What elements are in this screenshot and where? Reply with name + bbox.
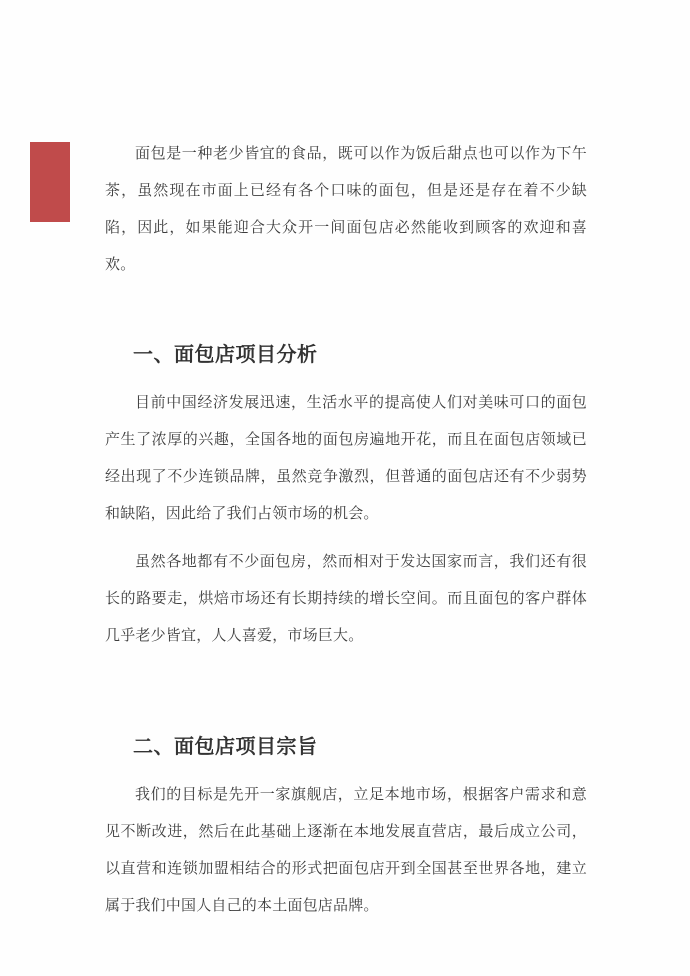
spacer	[105, 532, 587, 543]
accent-decoration-block	[30, 142, 70, 222]
section-heading-1: 一、面包店项目分析	[133, 344, 318, 366]
section-2-paragraph-1: 我们的目标是先开一家旗舰店，立足本地市场，根据客户需求和意见不断改进，然后在此基础上逐渐在本地发展直营店，最后成立公司，以直营和连锁加盟相结合的形式把面包店开到全国甚至世界各地，建立属于我们中国人自己的本土面包店品牌。	[105, 786, 587, 914]
spacer	[105, 283, 587, 338]
spacer	[105, 372, 587, 384]
spacer	[105, 764, 587, 776]
section-heading-2: 二、面包店项目宗旨	[133, 736, 318, 758]
spacer	[105, 654, 587, 730]
section-1-paragraph-1: 目前中国经济发展迅速，生活水平的提高使人们对美味可口的面包产生了浓厚的兴趣，全国各地的面包房遍地开花，而且在面包店领域已经出现了不少连锁品牌，虽然竞争激烈，但普通的面包店还有不少弱势和缺陷，因此给了我们占领市场的机会。	[105, 394, 587, 522]
document-body	[105, 135, 587, 924]
section-1-paragraph-2: 虽然各地都有不少面包房，然而相对于发达国家而言，我们还有很长的路要走，烘焙市场还有长期持续的增长空间。而且面包的客户群体几乎老少皆宜，人人喜爱，市场巨大。	[105, 553, 587, 644]
lead-paragraph: 面包是一种老少皆宜的食品，既可以作为饭后甜点也可以作为下午茶，虽然现在市面上已经有各个口味的面包，但是还是存在着不少缺陷，因此，如果能迎合大众开一间面包店必然能收到顾客的欢迎和喜欢。	[105, 145, 587, 273]
